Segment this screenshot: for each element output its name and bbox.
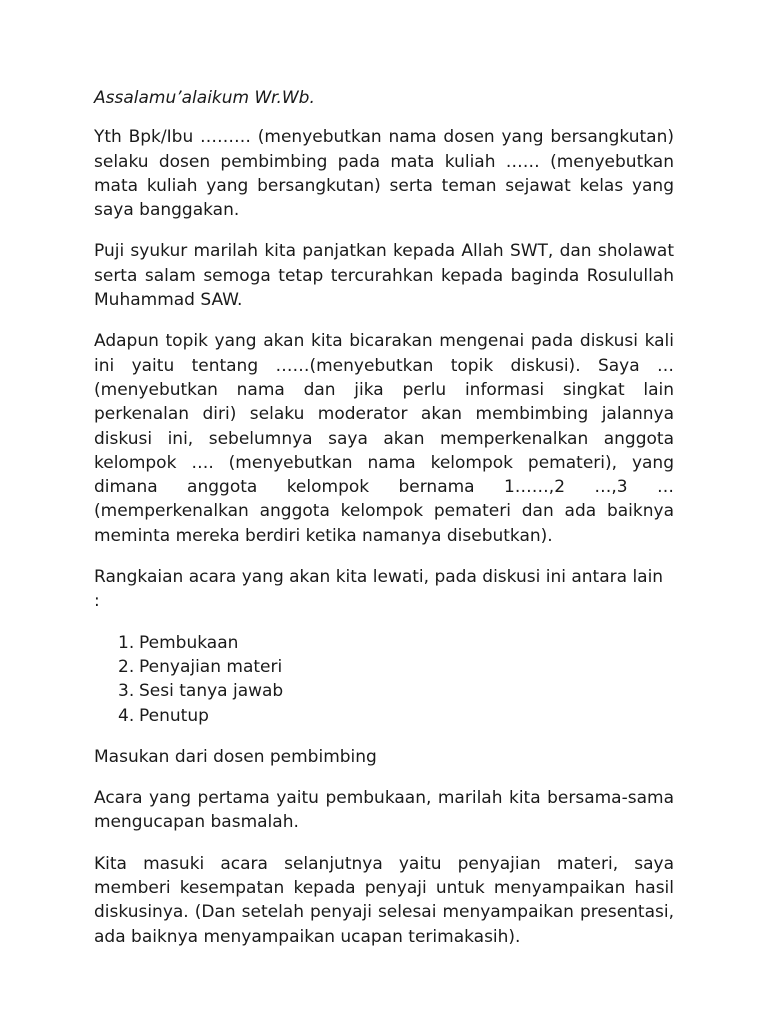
list-item: [94, 704, 674, 728]
agenda-list: [94, 631, 674, 728]
list-item-number: 3.: [118, 681, 135, 702]
document-page: [94, 86, 674, 966]
list-item: [94, 655, 674, 679]
list-item-text: Penutup: [139, 705, 209, 726]
paragraph-supervisor-input: Masukan dari dosen pembimbing: [94, 746, 377, 767]
paragraph-salutation: Yth Bpk/Ibu ……… (menyebutkan nama dosen yang bersangkutan) selaku dosen pembimbing pada mata kuliah …… (menyebutkan mata kuliah yang bersangkutan) serta teman sejawat kelas yang saya banggakan.: [94, 127, 674, 221]
paragraph-topic-introduction: Adapun topik yang akan kita bicarakan mengenai pada diskusi kali ini yaitu tentang ……(menyebutkan topik diskusi). Saya … (menyebutkan nama dan jika perlu informasi singkat lain perkenalan diri) selaku moderator akan membimbing jalannya diskusi ini, sebelumnya saya akan memperkenalkan anggota kelompok …. (menyebutkan nama kelompok pemateri), yang dimana anggota kelompok bernama 1……,2 …,3 … (memperkenalkan anggota kelompok pemateri dan ada baiknya meminta mereka berdiri ketika namanya disebutkan).: [94, 331, 674, 546]
greeting: Assalamu’alaikum Wr.Wb.: [94, 88, 315, 108]
list-item-text: Sesi tanya jawab: [139, 681, 284, 702]
paragraph-next-event: Kita masuki acara selanjutnya yaitu penyajian materi, saya memberi kesempatan kepada penyaji untuk menyampaikan hasil diskusinya. (Dan setelah penyaji selesai menyampaikan presentasi, ada baiknya menyampaikan ucapan terimakasih).: [94, 853, 674, 947]
paragraph-first-event: Acara yang pertama yaitu pembukaan, marilah kita bersama-sama mengucapan basmalah.: [94, 788, 674, 833]
paragraph-opening-prayer: Puji syukur marilah kita panjatkan kepada Allah SWT, dan sholawat serta salam semoga tetap tercurahkan kepada baginda Rosulullah Muhammad SAW.: [94, 241, 674, 311]
list-item: [94, 631, 674, 655]
list-item-number: 2.: [118, 656, 135, 677]
list-item-number: 1.: [118, 632, 135, 653]
paragraph-agenda-intro: Rangkaian acara yang akan kita lewati, pada diskusi ini antara lain :: [94, 567, 664, 612]
list-item: [94, 679, 674, 703]
list-item-text: Pembukaan: [139, 632, 239, 653]
list-item-number: 4.: [118, 705, 135, 726]
list-item-text: Penyajian materi: [139, 656, 283, 677]
